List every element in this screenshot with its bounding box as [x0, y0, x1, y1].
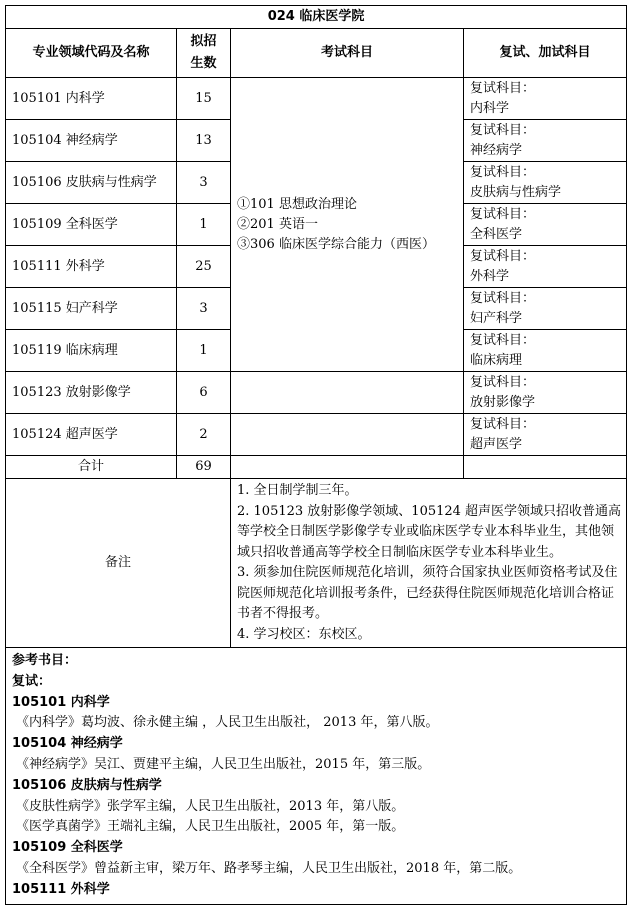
total-empty-cell: [464, 456, 627, 479]
row-code: 105111 外科学: [6, 246, 177, 288]
note-item: 3. 须参加住院医师规范化培训，须符合国家执业医师资格考试及住院医师规范化培训报考条件，已经获得住院医师规范化培训合格证书者不得报考。: [237, 565, 618, 621]
row-retest: 复试科目： 放射影像学: [464, 372, 627, 414]
reference-section-title: 105104 神经病学: [12, 736, 123, 752]
table-row: [6, 372, 627, 414]
row-retest: 复试科目： 皮肤病与性病学: [464, 162, 627, 204]
notes-label: 备注: [6, 479, 231, 648]
total-label: 合计: [6, 456, 177, 479]
references-subheading: 复试：: [12, 673, 52, 689]
row-quota: 1: [177, 204, 231, 246]
reference-book: 《全科医学》曾益新主审，梁万年、路孝琴主编，人民卫生出版社，2018 年，第二版。: [16, 860, 522, 876]
header-exam: 考试科目: [231, 29, 464, 78]
table-row: [6, 414, 627, 456]
row-retest: 复试科目： 临床病理: [464, 330, 627, 372]
row-code: 105115 妇产科学: [6, 288, 177, 330]
exam-subjects: [231, 78, 464, 372]
references-row: [6, 648, 627, 905]
row-retest: 复试科目： 外科学: [464, 246, 627, 288]
header-code-name: 专业领域代码及名称: [6, 29, 177, 78]
reference-section-title: 105106 皮肤病与性病学: [12, 777, 162, 793]
row-code: 105104 神经病学: [6, 120, 177, 162]
note-item: 4. 学习校区：东校区。: [237, 626, 371, 642]
exam-subject: ①101 思想政治理论: [237, 196, 357, 212]
row-code: 105109 全科医学: [6, 204, 177, 246]
row-retest: 复试科目： 内科学: [464, 78, 627, 120]
exam-subject: ③306 临床医学综合能力（西医）: [237, 236, 435, 252]
header-retest: 复试、加试科目: [464, 29, 627, 78]
table-row: [6, 78, 627, 120]
exam-subject: ②201 英语一: [237, 216, 318, 232]
row-quota: 3: [177, 288, 231, 330]
notes-row: [6, 479, 627, 648]
row-code: 105123 放射影像学: [6, 372, 177, 414]
reference-book: 《皮肤性病学》张学军主编，人民卫生出版社，2013 年，第八版。: [16, 798, 405, 814]
table-title: 024 临床医学院: [6, 6, 627, 29]
exam-empty-cell: [231, 414, 464, 456]
row-quota: 3: [177, 162, 231, 204]
row-quota: 15: [177, 78, 231, 120]
reference-book: 《神经病学》吴江、贾建平主编，人民卫生出版社，2015 年，第三版。: [16, 756, 431, 772]
reference-section-title: 105101 内科学: [12, 694, 110, 710]
references-heading: 参考书目：: [12, 653, 78, 668]
row-quota: 13: [177, 120, 231, 162]
note-item: 2. 105123 放射影像学领域、105124 超声医学领域只招收普通高等学校全日制医学影像学专业或临床医学专业本科毕业生，其他领域只招收普通高等学校全日制临床医学专业本科毕业生。: [237, 503, 622, 560]
admissions-table: [5, 5, 627, 905]
header-quota: 拟招 生数: [177, 29, 231, 78]
references-section: [6, 648, 627, 905]
reference-section-title: 105111 外科学: [12, 881, 110, 897]
row-retest: 复试科目： 神经病学: [464, 120, 627, 162]
row-code: 105124 超声医学: [6, 414, 177, 456]
row-quota: 25: [177, 246, 231, 288]
row-quota: 6: [177, 372, 231, 414]
row-retest: 复试科目： 全科医学: [464, 204, 627, 246]
row-quota: 1: [177, 330, 231, 372]
exam-empty-cell: [231, 372, 464, 414]
reference-book: 《内科学》葛均波、徐永健主编 ，人民卫生出版社， 2013 年，第八版。: [16, 715, 439, 731]
note-item: 1. 全日制学制三年。: [237, 483, 358, 498]
reference-section-title: 105109 全科医学: [12, 840, 123, 856]
total-row: [6, 456, 627, 479]
row-code: 105106 皮肤病与性病学: [6, 162, 177, 204]
row-code: 105119 临床病理: [6, 330, 177, 372]
total-value: 69: [177, 456, 231, 479]
reference-book: 《医学真菌学》王端礼主编，人民卫生出版社，2005 年，第一版。: [16, 819, 405, 835]
notes-content: [231, 479, 627, 648]
row-code: 105101 内科学: [6, 78, 177, 120]
row-quota: 2: [177, 414, 231, 456]
total-empty-cell: [231, 456, 464, 479]
row-retest: 复试科目： 超声医学: [464, 414, 627, 456]
row-retest: 复试科目： 妇产科学: [464, 288, 627, 330]
